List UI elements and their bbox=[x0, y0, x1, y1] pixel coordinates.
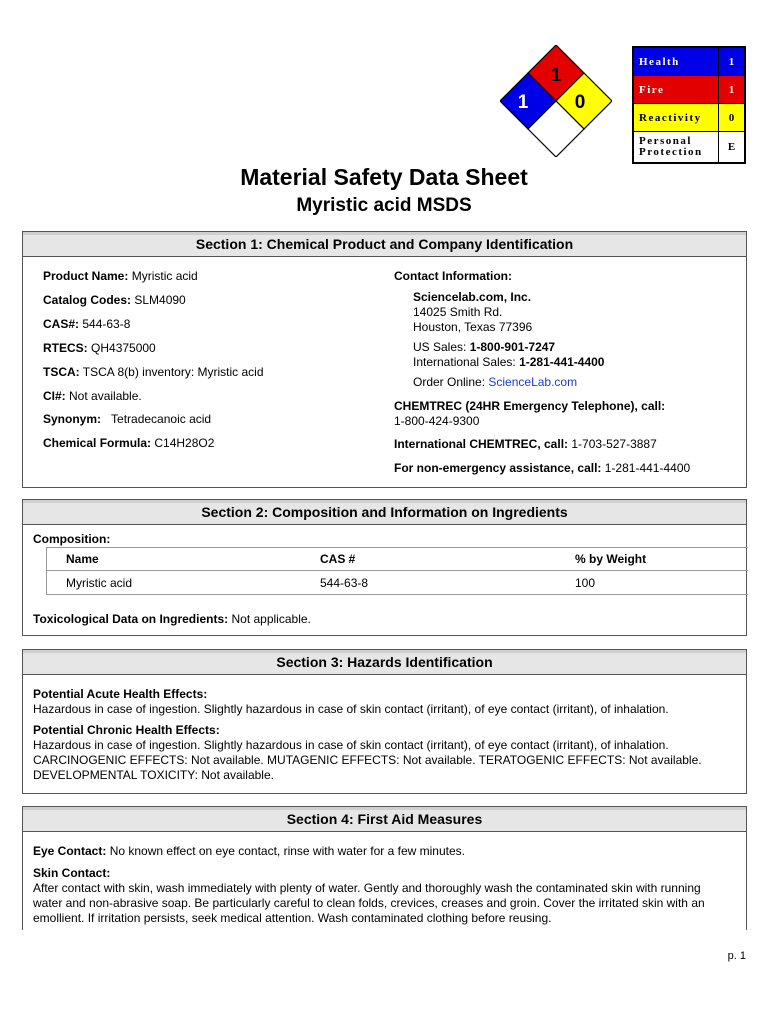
chronic-effects-label: Potential Chronic Health Effects: bbox=[33, 723, 220, 737]
document-subtitle: Myristic acid MSDS bbox=[296, 195, 472, 216]
rtecs-field: RTECS: QH4375000 bbox=[43, 341, 156, 355]
ingredient-weight-cell: 100 bbox=[575, 575, 596, 590]
section-4 bbox=[22, 806, 747, 930]
composition-table-header bbox=[47, 548, 748, 571]
section-1-heading: Section 1: Chemical Product and Company Identification bbox=[23, 232, 746, 257]
hmis-health-row bbox=[634, 48, 744, 76]
hmis-protection-value: E bbox=[718, 132, 744, 162]
column-header-weight: % by Weight bbox=[575, 552, 647, 566]
chronic-effects-line3: DEVELOPMENTAL TOXICITY: Not available. bbox=[33, 768, 274, 782]
ingredient-name-cell: Myristic acid bbox=[66, 575, 133, 590]
nfpa-reactivity-value: 0 bbox=[574, 92, 586, 113]
hmis-protection-label-line2: Protection bbox=[639, 146, 703, 158]
section-1 bbox=[22, 231, 747, 488]
ingredient-cas-cell: 544-63-8 bbox=[320, 575, 369, 590]
hmis-health-label: Health bbox=[639, 55, 680, 68]
chronic-effects-line2: CARCINOGENIC EFFECTS: Not available. MUTAGENIC EFFECTS: Not available. TERATOGENIC EFFECTS: Not available. bbox=[33, 753, 702, 767]
tsca-field: TSCA: TSCA 8(b) inventory: Myristic acid bbox=[43, 365, 264, 379]
skin-contact-line1: After contact with skin, wash immediately with plenty of water. Gently and thoroughly wash the contaminated skin with running bbox=[33, 881, 701, 895]
page-number: p. 1 bbox=[727, 950, 746, 962]
product-name-field: Product Name: Myristic acid bbox=[43, 269, 198, 283]
us-sales-field: US Sales: 1-800-901-7247 bbox=[413, 340, 556, 354]
nfpa-fire-value: 1 bbox=[550, 65, 562, 86]
skin-contact-line3: emollient. If irritation persists, seek medical attention. Wash contaminated clothing before reusing. bbox=[33, 911, 552, 925]
chemtrec-label: CHEMTREC (24HR Emergency Telephone), call: bbox=[394, 399, 666, 413]
synonym-field: Synonym: Tetradecanoic acid bbox=[43, 412, 212, 426]
company-address-line1: 14025 Smith Rd. bbox=[413, 305, 503, 319]
hmis-protection-label-line1: Personal bbox=[639, 135, 692, 147]
composition-table bbox=[46, 547, 748, 595]
nfpa-hazard-diamond bbox=[500, 45, 612, 157]
hmis-reactivity-label: Reactivity bbox=[639, 111, 702, 124]
intl-sales-field: International Sales: 1-281-441-4400 bbox=[413, 355, 605, 369]
intl-chemtrec-field: International CHEMTREC, call: 1-703-527-3887 bbox=[394, 437, 657, 451]
chronic-effects-line1: Hazardous in case of ingestion. Slightly hazardous in case of skin contact (irritant), of eye contact (irritant), of inhalation. bbox=[33, 738, 669, 752]
eye-contact-field: Eye Contact: No known effect on eye contact, rinse with water for a few minutes. bbox=[33, 844, 465, 858]
chemtrec-phone: 1-800-424-9300 bbox=[394, 414, 480, 428]
document-title: Material Safety Data Sheet bbox=[240, 164, 528, 190]
skin-contact-line2: water and non-abrasive soap. Be particularly careful to clean folds, crevices, creases and groin. Cover the irritated skin with an bbox=[33, 896, 705, 910]
company-name: Sciencelab.com, Inc. bbox=[413, 290, 532, 304]
cas-field: CAS#: 544-63-8 bbox=[43, 317, 131, 331]
acute-effects-label: Potential Acute Health Effects: bbox=[33, 687, 208, 701]
nfpa-health-value: 1 bbox=[517, 92, 529, 113]
column-header-name: Name bbox=[66, 552, 99, 566]
sciencelab-link[interactable]: ScienceLab.com bbox=[488, 375, 578, 389]
column-header-cas: CAS # bbox=[320, 552, 356, 566]
company-address-line2: Houston, Texas 77396 bbox=[413, 320, 533, 334]
catalog-codes-field: Catalog Codes: SLM4090 bbox=[43, 293, 186, 307]
hmis-health-value: 1 bbox=[718, 48, 744, 75]
toxicological-data-field: Toxicological Data on Ingredients: Not applicable. bbox=[33, 612, 311, 626]
section-2 bbox=[22, 499, 747, 636]
non-emergency-field: For non-emergency assistance, call: 1-281-441-4400 bbox=[394, 461, 691, 475]
hmis-protection-row bbox=[634, 132, 744, 162]
hmis-reactivity-row bbox=[634, 104, 744, 132]
order-online-field: Order Online: ScienceLab.com bbox=[413, 375, 578, 389]
composition-label: Composition: bbox=[33, 532, 111, 546]
section-3-heading: Section 3: Hazards Identification bbox=[23, 650, 746, 675]
contact-info-label: Contact Information: bbox=[394, 269, 512, 283]
hmis-fire-row bbox=[634, 76, 744, 104]
section-2-heading: Section 2: Composition and Information on Ingredients bbox=[23, 500, 746, 525]
section-4-heading: Section 4: First Aid Measures bbox=[23, 807, 746, 832]
hmis-fire-label: Fire bbox=[639, 83, 665, 96]
hmis-fire-value: 1 bbox=[718, 76, 744, 103]
hmis-protection-label bbox=[634, 136, 718, 158]
hmis-rating-table bbox=[632, 46, 746, 164]
section-3 bbox=[22, 649, 747, 794]
skin-contact-label: Skin Contact: bbox=[33, 866, 111, 880]
hmis-reactivity-value: 0 bbox=[718, 104, 744, 131]
ci-field: CI#: Not available. bbox=[43, 389, 142, 403]
chemical-formula-field: Chemical Formula: C14H28O2 bbox=[43, 436, 215, 450]
acute-effects-text: Hazardous in case of ingestion. Slightly hazardous in case of skin contact (irritant), of eye contact (irritant), of inhalation. bbox=[33, 702, 669, 716]
table-row bbox=[47, 571, 748, 594]
